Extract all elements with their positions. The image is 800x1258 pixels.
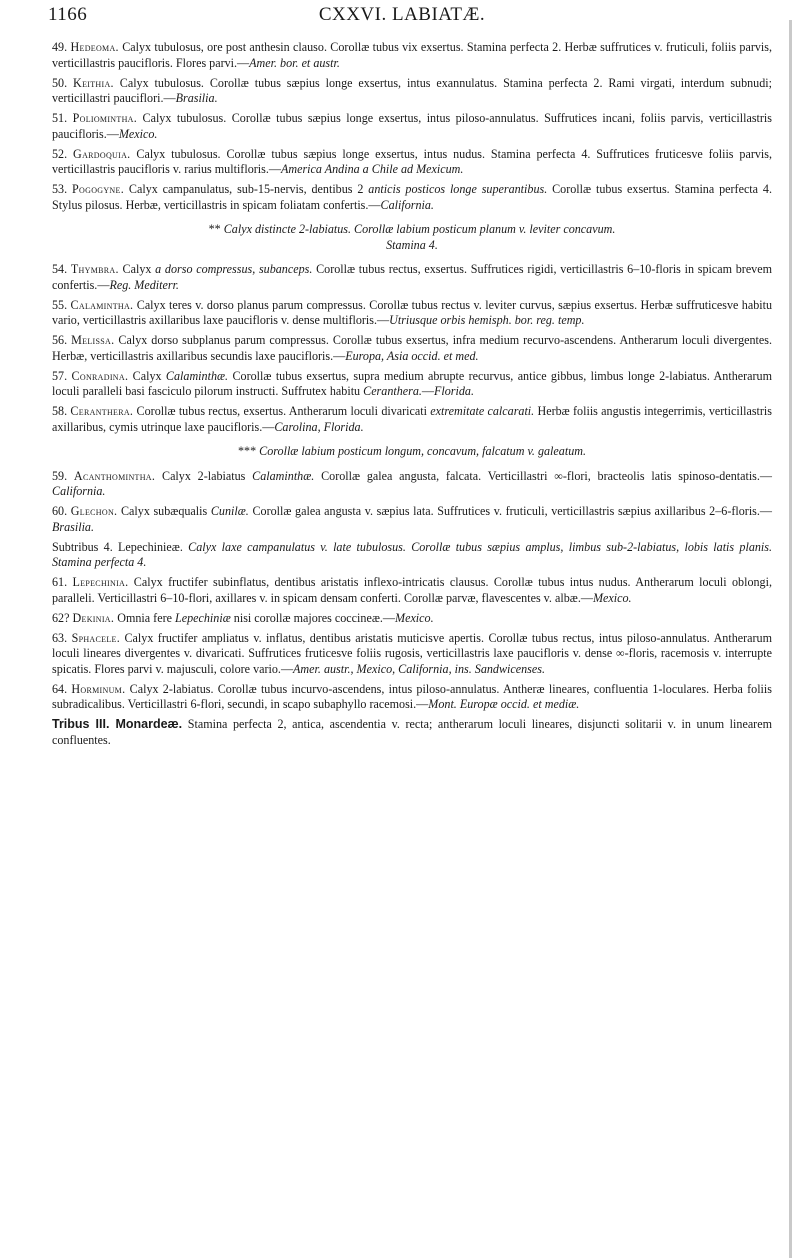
page-number: 1166 <box>48 4 88 25</box>
genus-name: Dekinia. <box>72 610 115 625</box>
genus-entry: 64. Horminum. Calyx 2-labiatus. Corollæ tubus incurvo-ascendens, intus piloso-annulatus. Antheræ lineares, confluentia 1-loculares. Herba foliis subradicalibus. Verticillastri 6-flori, secundi, in scapo subaphyllo racemosi.—Mont. Europæ occid. et mediæ. <box>52 681 772 711</box>
distribution: Europa, Asia occid. et med. <box>345 348 479 363</box>
genus-name: Conradina. <box>71 368 129 383</box>
distribution: Amer. austr., Mexico, California, ins. Sandwicenses. <box>293 661 545 676</box>
genus-name: Thymbra. <box>70 262 119 276</box>
genus-entry: 55. Calamintha. Calyx teres v. dorso planus parum compressus. Corollæ tubus rectus v. leviter curvus, sæpius exsertus. Herbæ suffruticesve habitu vario, verticillastris axillaribus laxe paucifloris v. dense multifloris.—Utriusque orbis hemisph. bor. reg. temp. <box>52 297 773 327</box>
entries-group-3 <box>52 469 772 536</box>
genus-entry: 50. Keithia. Calyx tubulosus. Corollæ tubus sæpius longe exsertus, intus exannulatus. Stamina perfecta 2. Rami virgati, interdum subnudi; verticillastri pauciflori.—Brasilia. <box>52 75 772 105</box>
text-body <box>52 40 772 753</box>
distribution: Carolina, Florida. <box>274 419 364 434</box>
entries-group-4 <box>52 575 772 713</box>
distribution: Mexico. <box>592 590 632 605</box>
genus-entry: 56. Melissa. Calyx dorso subplanus parum compressus. Corollæ tubus exsertus, infra medium recurvo-ascendens. Antherarum loculi divergentes. Herbæ, verticillastris axillaribus secundis laxe paucifloris.—Europa, Asia occid. et med. <box>52 333 772 363</box>
genus-entry: 60. Glechon. Calyx subæqualis Cunilæ. Corollæ galea angusta v. sæpius lata. Suffrutices v. fruticuli, verticillastris sæpius axillaribus 2–6-floris.—Brasilia. <box>52 504 772 534</box>
genus-entry: 62? Dekinia. Omnia fere Lepechiniæ nisi corollæ majores coccineæ.—Mexico. <box>52 610 434 625</box>
genus-name: Glechon. <box>70 504 118 518</box>
page-header <box>48 0 756 32</box>
distribution: Amer. bor. et austr. <box>249 55 340 70</box>
genus-name: Melissa. <box>71 333 115 347</box>
entries-group-1 <box>52 40 772 213</box>
distribution: California. <box>52 484 106 498</box>
distribution: Utriusque orbis hemisph. bor. reg. temp. <box>389 313 585 327</box>
genus-name: Horminum. <box>71 681 126 696</box>
tribe-heading: Tribus III. Monardeæ. Stamina perfecta 2, antica, ascendentia v. recta; antherarum loculi lineares, disjuncti solitarii v. in unum linearem confluentes. <box>52 717 772 747</box>
genus-name: Pogogyne. <box>72 182 125 196</box>
genus-entry: 51. Poliomintha. Calyx tubulosus. Corollæ tubus sæpius longe exsertus, intus piloso-annulatus. Suffrutices incani, foliis parvis, verticillastris paucifloris.—Mexico. <box>52 111 772 141</box>
genus-entry: 61. Lepechinia. Calyx fructifer subinflatus, dentibus aristatis inflexo-intricatis clausus. Corollæ tubus intus nudus. Antherarum loculi oblongi, paralleli. Verticillastri 6–10-flori, axillares v. in spicam densam conferti. Corollæ parvæ, flavescentes v. albæ.—Mexico. <box>52 575 772 605</box>
genus-entry: 63. Sphacele. Calyx fructifer ampliatus v. inflatus, dentibus aristatis muticisve apertis. Corollæ tubus rectus, intus piloso-annulatus. Antherarum loculi lineares divergentes v. divaricati. Suffrutices fruticesve foliis rugosis, verticillastris laxe paucifloris v. dense ∞-floris, racemosis v. interrupte spicatis. Flores parvi v. majusculi, colore vario.—Amer. austr., Mexico, California, ins. Sandwicenses. <box>52 630 772 676</box>
distribution: California. <box>380 197 434 212</box>
distribution: Florida. <box>434 384 474 398</box>
subtribe-heading: Subtribus 4. Lepechinieæ. Calyx laxe campanulatus v. late tubulosus. Corollæ tubus sæpius amplus, limbus sub-2-labiatus, lobis latis planis. Stamina perfecta 4. <box>52 539 773 569</box>
genus-name: Gardoquia. <box>73 146 131 161</box>
section-heading: ** Calyx distincte 2-labiatus. Corollæ labium posticum planum v. leviter concavum. Stamina 4. <box>208 222 616 252</box>
genus-entry: 53. Pogogyne. Calyx campanulatus, sub-15-nervis, dentibus 2 anticis posticos longe superantibus. Corollæ tubus exsertus. Stamina perfecta 4. Stylus pilosus. Herbæ, verticillastris in spicam foliatam confertis.—California. <box>52 182 772 212</box>
distribution: Reg. Mediterr. <box>109 277 179 292</box>
genus-name: Poliomintha. <box>72 111 138 125</box>
genus-entry: 58. Ceranthera. Corollæ tubus rectus, exsertus. Antherarum loculi divaricati extremitate calcarati. Herbæ foliis angustis integerrimis, verticillastris axillaribus, cymis utrinque laxe paucifloris.—Carolina, Florida. <box>52 404 772 434</box>
page-edge <box>789 20 792 1258</box>
genus-name: Calamintha. <box>70 297 134 312</box>
distribution: Mexico. <box>118 126 158 141</box>
genus-entry: 59. Acanthomintha. Calyx 2-labiatus Calaminthæ. Corollæ galea angusta, falcata. Verticillastri ∞-flori, bracteolis latis spinoso-dentatis.—California. <box>52 468 773 498</box>
genus-entry: 49. Hedeoma. Calyx tubulosus, ore post anthesin clauso. Corollæ tubus vix exsertus. Stamina perfecta 2. Herbæ suffrutices v. fruticuli, foliis parvis, verticillastris paucifloris. Flores parvi.—Amer. bor. et austr. <box>52 40 772 70</box>
genus-entry: 52. Gardoquia. Calyx tubulosus. Corollæ tubus sæpius longe exsertus, intus nudus. Stamina perfecta 4. Suffrutices fruticesve foliis parvis, verticillastris paucifloris v. rarius multifloris.—America Andina a Chile ad Mexicum. <box>52 146 773 176</box>
section-heading: *** Corollæ labium posticum longum, concavum, falcatum v. galeatum. <box>238 444 586 458</box>
distribution: Mexico. <box>395 610 434 625</box>
genus-name: Sphacele. <box>71 630 121 645</box>
distribution: Brasilia. <box>175 91 218 105</box>
genus-name: Lepechinia. <box>72 575 129 589</box>
genus-name: Hedeoma. <box>70 40 119 54</box>
genus-name: Keithia. <box>73 75 114 90</box>
entries-group-2 <box>52 262 772 435</box>
distribution: America Andina a Chile ad Mexicum. <box>280 162 464 176</box>
distribution: Mont. Europæ occid. et mediæ. <box>428 697 580 711</box>
genus-entry: 54. Thymbra. Calyx a dorso compressus, subanceps. Corollæ tubus rectus, exsertus. Suffrutices rigidi, verticillastris 6–10-floris in spicam brevem confertis.—Reg. Mediterr. <box>52 262 773 292</box>
genus-entry: 57. Conradina. Calyx Calaminthæ. Corollæ tubus exsertus, supra medium abrupte recurvus, antice gibbus, limbus longe 2-labiatus. Antherarum loculi paralleli basi fasciculo pilorum instructi. Suffrutex habitu Ceranthera.—Florida. <box>52 368 772 398</box>
tribe-name: Tribus III. Monardeæ. <box>52 717 183 731</box>
genus-name: Ceranthera. <box>70 404 134 418</box>
distribution: Brasilia. <box>52 519 94 534</box>
genus-name: Acanthomintha. <box>73 468 156 483</box>
running-head: CXXVI. LABIATÆ. <box>318 4 486 25</box>
